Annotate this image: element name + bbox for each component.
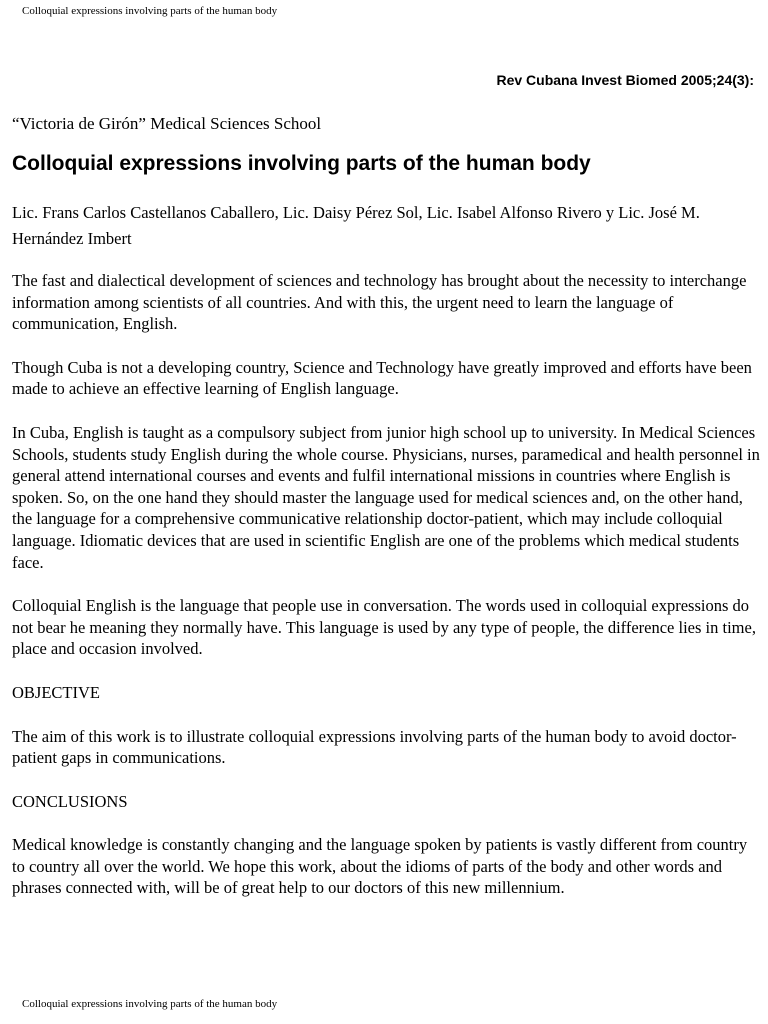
author-list: Lic. Frans Carlos Castellanos Caballero, Lic. Daisy Pérez Sol, Lic. Isabel Alfonso Rivero y Lic. José M. Hernández Imbert <box>12 203 700 248</box>
objective-heading: OBJECTIVE <box>12 682 100 702</box>
school-name: “Victoria de Girón” Medical Sciences School <box>12 114 322 133</box>
objective-paragraph: The aim of this work is to illustrate colloquial expressions involving parts of the human body to avoid doctor- patient gaps in communications. <box>12 726 737 768</box>
running-header: Colloquial expressions involving parts of the human body <box>22 5 278 17</box>
article-title: Colloquial expressions involving parts of the human body <box>12 152 591 175</box>
intro-paragraph-1: The fast and dialectical development of sciences and technology has brought about the necessity to interchange information among scientists of all countries. And with this, the urgent need to learn the language of communication, English. <box>12 271 747 334</box>
running-footer: Colloquial expressions involving parts of the human body <box>22 998 278 1010</box>
conclusions-paragraph: Medical knowledge is constantly changing and the language spoken by patients is vastly different from country to country all over the world. We hope this work, about the idioms of parts of the body and other words and phrases connected with, will be of great help to our doctors of this new millennium. <box>12 835 748 898</box>
journal-citation: Rev Cubana Invest Biomed 2005;24(3): <box>496 72 754 88</box>
article-body <box>12 113 762 921</box>
intro-paragraph-2: Though Cuba is not a developing country, Science and Technology have greatly improved and efforts have been made to achieve an effective learning of English language. <box>12 357 752 399</box>
conclusions-heading: CONCLUSIONS <box>12 791 128 811</box>
intro-paragraph-3: In Cuba, English is taught as a compulsory subject from junior high school up to university. In Medical Sciences Schools, students study English during the whole course. Physicians, nurses, paramedical and health personnel in general attend international courses and events and fulfil international missions in countries where English is spoken. So, on the one hand they should master the language used for medical sciences and, on the other hand, the language for a comprehensive communicative relationship doctor-patient, which may include colloquial language. Idiomatic devices that are used in scientific English are one of the problems which medical students face. <box>12 422 760 572</box>
intro-paragraph-4: Colloquial English is the language that people use in conversation. The words used in colloquial expressions do not bear he meaning they normally have. This language is used by any type of people, the difference lies in time, place and occasion involved. <box>12 596 756 659</box>
